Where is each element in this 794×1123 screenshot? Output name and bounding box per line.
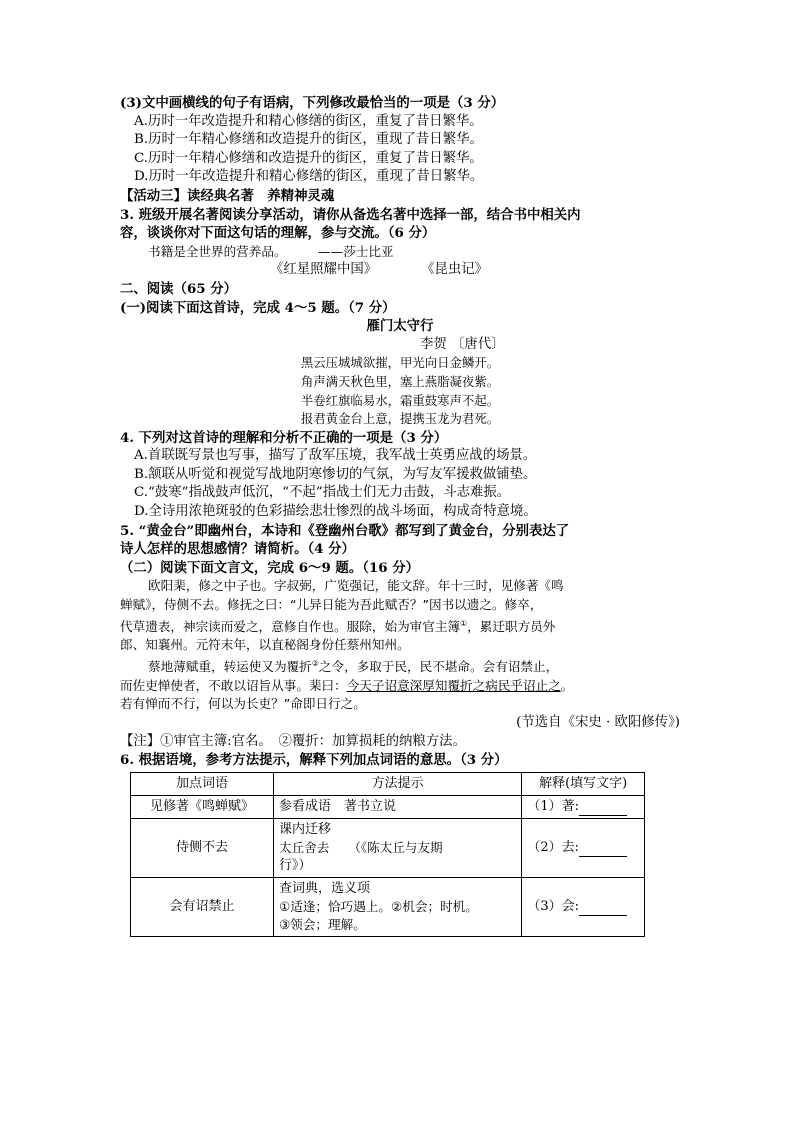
answer-blank[interactable] — [579, 802, 627, 816]
poem-author: 李贺 〔唐代〕 — [420, 336, 505, 352]
passage-p2-line1: 蔡地薄赋重，转运使又为覆折②之令，多取于民，民不堪命。会有诏禁止， — [148, 659, 559, 675]
footnote: 【注】①审官主簿:官名。 ②覆折：加算损耗的纳粮方法。 — [120, 733, 466, 749]
table-header-row — [131, 772, 645, 795]
row2-hint: 课内迁移 太丘舍去 （《陈太丘与友期 行》） — [273, 818, 521, 877]
activity3-heading: 【活动三】读经典名著 养精神灵魂 — [120, 187, 335, 204]
option-d: D.历时一年改造提升和精心修缮的街区，重现了昔日繁华。 — [134, 169, 484, 185]
passage-p1-line4: 郎、知襄州。元符末年，以直秘阁身份任蔡州知州。 — [120, 637, 410, 653]
poem-line: 报君黄金台上意，提携玉龙为君死。 — [300, 411, 500, 427]
underlined-sentence: 今天子诏意深厚知覆折之病民乎诏止之 — [346, 677, 561, 693]
passage-p1-line2: 蝉赋》，侍侧不去。修抚之曰：“儿异日能为吾此赋否？”因书以遗之。修卒， — [120, 597, 543, 613]
q4-option-b: B.颔联从听觉和视觉写战地阴寒惨切的气氛，为写友军援救做铺垫。 — [134, 466, 537, 482]
header-word: 加点词语 — [131, 772, 274, 795]
row1-hint: 参看成语 著书立说 — [273, 795, 521, 818]
q4-option-d: D.全诗用浓艳斑驳的色彩描绘悲壮惨烈的战斗场面，构成奇特意境。 — [134, 504, 537, 520]
section2-heading: 二、阅读（65 分） — [120, 280, 238, 297]
answer-blank[interactable] — [579, 902, 627, 916]
row2-word: 侍侧不去 — [131, 818, 274, 877]
poem-line: 黑云压城城欲摧，甲光向日金鳞开。 — [300, 355, 500, 371]
note-mark-1: ① — [460, 618, 468, 628]
quote: 书籍是全世界的营养品。 ——莎士比亚 — [148, 243, 394, 259]
row3-word: 会有诏禁止 — [131, 877, 274, 936]
part1-heading: (一)阅读下面这首诗，完成 4～5 题。（7 分） — [120, 299, 396, 316]
q5-stem-line2: 诗人怎样的思想感情？请简析。（4 分） — [120, 541, 355, 558]
work-1: 《红星照耀中国》 — [270, 262, 378, 278]
row1-answer[interactable]: （1）著: — [522, 795, 645, 818]
works-list — [120, 261, 680, 280]
note-mark-2: ② — [311, 659, 319, 668]
exam-page — [120, 94, 680, 937]
q4-stem: 4. 下列对这首诗的理解和分析不正确的一项是（3 分） — [120, 429, 448, 446]
poem-line: 角声满天秋色里，塞上燕脂凝夜紫。 — [300, 373, 500, 389]
work-2: 《昆虫记》 — [421, 262, 489, 278]
q4-option-c: C.“鼓寒”指战鼓声低沉，“不起”指战士们无力击鼓，斗志难振。 — [134, 485, 511, 501]
poem-line: 半卷红旗临易水，霜重鼓寒声不起。 — [300, 392, 500, 408]
q3-stem-line2: 容，谈谈你对下面这句话的理解，参与交流。（6 分） — [120, 225, 436, 242]
table-row — [131, 795, 645, 818]
passage-p1-line3: 代草遗表，神宗读而爱之，意修自作也。服除，始为审官主簿①，累迁职方员外 — [120, 618, 556, 634]
passage-p1-line1: 欧阳棐，修之中子也。字叔弼，广览强记，能文辞。年十三时，见修著《鸣 — [148, 578, 564, 594]
q4-option-a: A.首联既写景也写事，描写了敌军压境，我军战士英勇应战的场景。 — [134, 448, 537, 464]
q3-stem-line1: 3. 班级开展名著阅读分享活动，请你从备选名著中选择一部，结合书中相关内 — [120, 206, 581, 223]
passage-p2-line3: 若有惮而不行，何以为长吏？”命即日行之。 — [120, 696, 366, 712]
poem-title: 雁门太守行 — [366, 318, 434, 335]
q6-stem: 6. 根据语境，参考方法提示，解释下列加点词语的意思。（3 分） — [120, 752, 508, 769]
row3-answer[interactable]: （3）会: — [522, 877, 645, 936]
option-b: B.历时一年精心修缮和改造提升的街区，重现了昔日繁华。 — [134, 132, 483, 148]
q6-table — [130, 772, 645, 937]
header-answer: 解释(填写文字) — [522, 772, 645, 795]
header-hint: 方法提示 — [273, 772, 521, 795]
option-a: A.历时一年改造提升和精心修缮的街区，重复了昔日繁华。 — [134, 113, 483, 129]
table-row — [131, 818, 645, 877]
row3-hint: 查词典，选义项 ①适逢；恰巧遇上。②机会；时机。 ③领会；理解。 — [273, 877, 521, 936]
answer-blank[interactable] — [579, 843, 627, 857]
q3-sub-stem: (3)文中画横线的句子有语病，下列修改最恰当的一项是（3 分） — [120, 95, 505, 111]
row1-word: 见修著《鸣蝉赋》 — [131, 795, 274, 818]
passage-p2-line2: 而佐吏惮使者，不敢以诏旨从事。棐曰：今天子诏意深厚知覆折之病民乎诏止之。 — [120, 677, 574, 693]
q5-stem-line1: 5. “黄金台”即幽州台，本诗和《登幽州台歌》都写到了黄金台，分别表达了 — [120, 522, 570, 539]
table-row — [131, 877, 645, 936]
row2-answer[interactable]: （2）去: — [522, 818, 645, 877]
part2-heading: （二）阅读下面文言文，完成 6～9 题。（16 分） — [120, 559, 419, 576]
passage-source: (节选自《宋史 · 欧阳修传》) — [516, 714, 680, 730]
option-c: C.历时一年精心修缮和改造提升的街区，重复了昔日繁华。 — [134, 150, 483, 166]
